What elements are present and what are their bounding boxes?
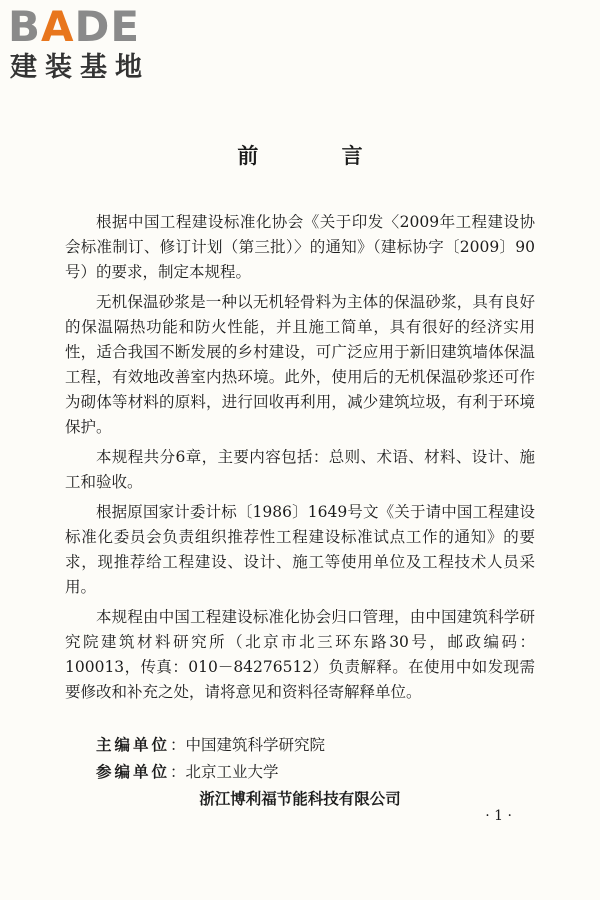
foreword-body [65,210,535,710]
participant-line [96,760,279,782]
logo-subtitle: 建装基地 [10,52,150,83]
logo-letters-de: DE [74,2,141,51]
paragraph-3: 本规程共分6章，主要内容包括：总则、术语、材料、设计、施工和验收。 [65,448,535,491]
page-number: · 1 · [485,808,512,824]
logo-triangle-a: A [41,2,75,51]
paragraph-4: 根据原国家计委计标〔1986〕1649号文《关于请中国工程建设标准化委员会负责组织推荐性工程建设标准试点工作的通知》的要求，现推荐给工程建设、设计、施工等使用单位及工程技术人员采用。 [65,503,535,596]
paragraph-2: 无机保温砂浆是一种以无机轻骨料为主体的保温砂浆，具有良好的保温隔热功能和防火性能，并且施工简单，具有很好的经济实用性，适合我国不断发展的乡村建设，可广泛应用于新旧建筑墙体保温工程，有效地改善室内热环境。此外，使用后的无机保温砂浆还可作为砌体等材料的原料，进行回收再利用，减少建筑垃圾，有利于环境保护。 [65,293,535,436]
participant-name-2: 浙江博利福节能科技有限公司 [199,790,401,808]
chief-editor-colon: ： [170,736,186,754]
logo-wordmark [8,4,140,50]
logo-letter-b: B [8,2,42,51]
chief-editor-name: 中国建筑科学研究院 [185,736,326,754]
chief-editor-label: 主编单位 [96,736,171,754]
paragraph-1: 根据中国工程建设标准化协会《关于印发〈2009年工程建设协会标准制订、修订计划（第三批）〉的通知》（建标协字〔2009〕90号）的要求，制定本规程。 [65,213,535,281]
bade-logo [8,4,174,84]
page-title: 前 言 [237,144,401,168]
participant-label: 参编单位 [96,763,171,781]
participant-colon: ： [170,763,186,781]
chief-editor-line [96,733,325,755]
participant-name-1: 北京工业大学 [185,763,279,781]
paragraph-5: 本规程由中国工程建设标准化协会归口管理，由中国建筑科学研究院建筑材料研究所（北京市北三环东路30号，邮政编码：100013，传真：010－84276512）负责解释。在使用中如发现需要修改和补充之处，请将意见和资料径寄解释单位。 [65,608,535,701]
